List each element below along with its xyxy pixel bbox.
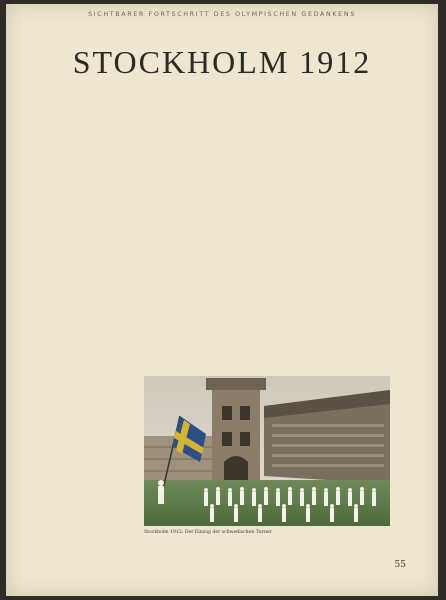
photo-caption: Stockholm 1912: Der Einzug der schwedischen Turner: [144, 530, 272, 535]
page-number: 55: [394, 560, 406, 570]
page-title: STOCKHOLM 1912: [72, 44, 372, 80]
stadium-photo-illustration: [144, 376, 390, 526]
stadium-photo: [144, 376, 390, 526]
magazine-page: [6, 4, 438, 596]
running-header: SICHTBARER FORTSCHRITT DES OLYMPISCHEN GEDANKENS: [88, 10, 356, 18]
